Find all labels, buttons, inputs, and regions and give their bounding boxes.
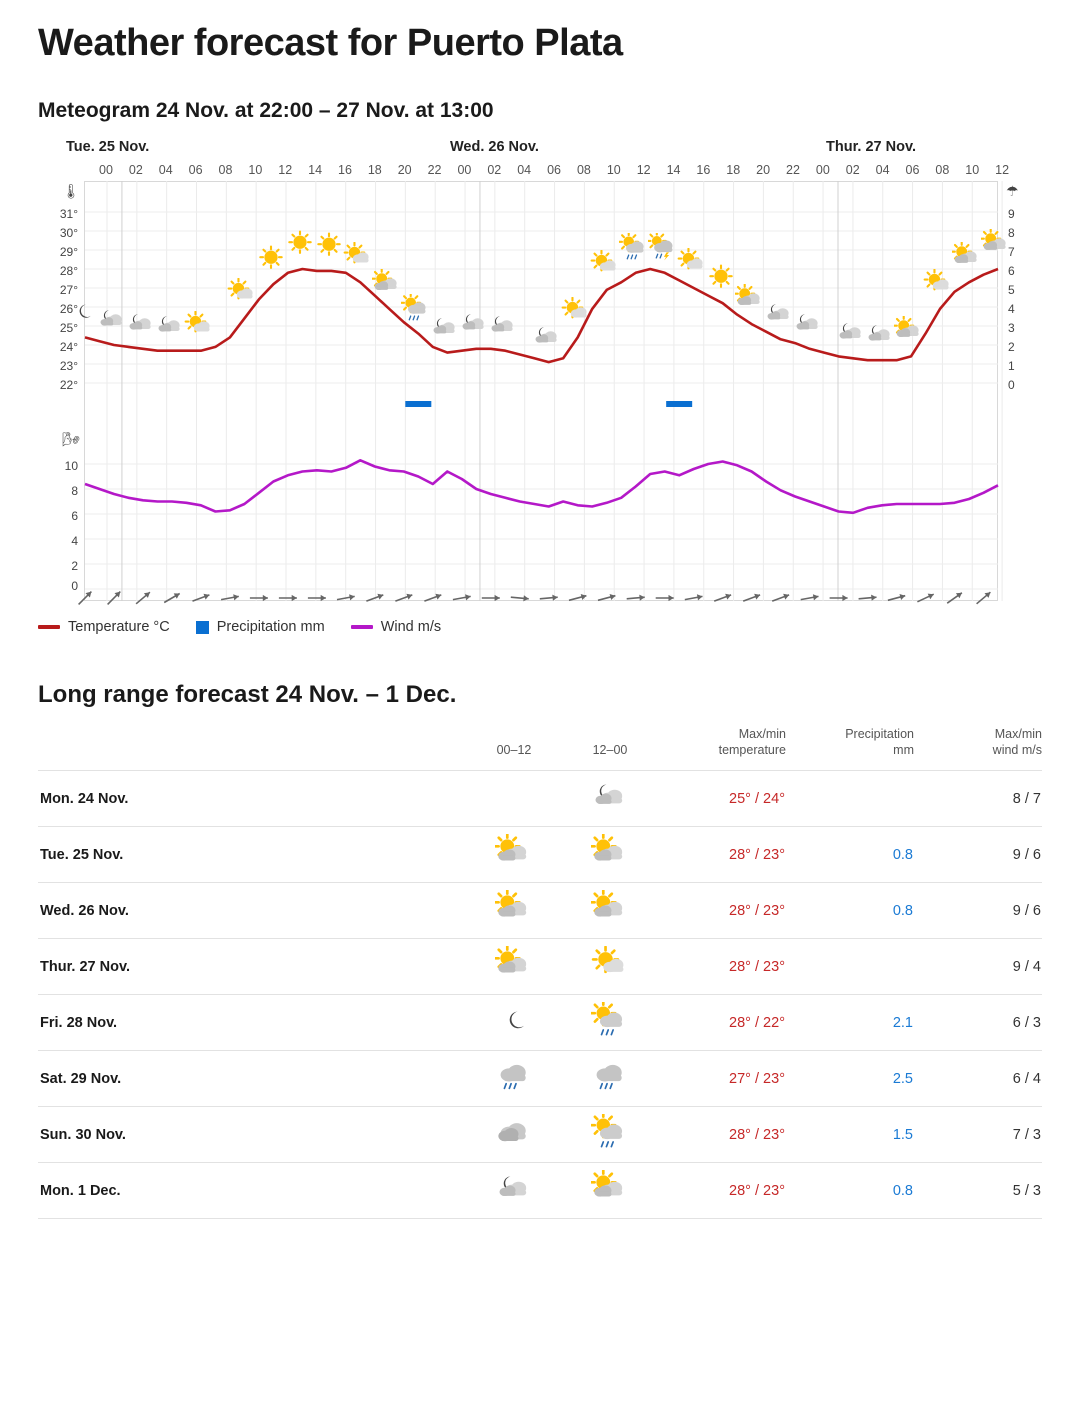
hour-label-21: 18 [726,163,741,177]
wind-arrow [424,594,441,601]
meteogram-weather-symbol [981,229,1011,255]
precip-tick-4: 5 [1008,283,1015,297]
page-title: Weather forecast for Puerto Plata [38,22,623,64]
meteogram-weather-symbol [561,297,591,323]
weather-symbol-clearsky_day [706,263,736,293]
row-precipitation: 2.5 [786,1051,914,1107]
wind-arrow [656,595,674,601]
precip-tick-3: 6 [1008,264,1015,278]
meteogram-weather-symbol [764,299,794,325]
weather-symbol-fair_day [343,242,373,272]
precipitation-bar [405,401,431,407]
wind-tick-4: 2 [71,559,78,573]
hour-label-1: 02 [128,163,143,177]
meteogram-day-labels [38,139,1042,161]
meteogram-weather-symbol [706,263,736,289]
row-wind: 5 / 3 [914,1163,1042,1219]
hour-label-16: 08 [576,163,591,177]
hour-label-2: 04 [158,163,173,177]
weather-symbol-partlycloudy_night [488,311,518,341]
temp-tick-1: 30° [59,226,78,240]
meteogram-weather-symbol [401,294,431,320]
row-symbol-pm [562,771,658,827]
weather-symbol-partlycloudy_day [495,890,533,928]
col-symbol-pm: 12–00 [592,742,628,757]
row-wind: 9 / 6 [914,827,1042,883]
weather-forecast-page [0,22,1080,1401]
legend-precipitation-label: Precipitation mm [216,619,325,635]
row-precipitation: 0.8 [786,1163,914,1219]
wind-arrow [685,594,703,600]
weather-symbol-rain_showers_day [591,1002,629,1040]
day-label-2: Thur. 27 Nov. [826,139,916,155]
weather-symbol-partlycloudy_night [591,778,629,816]
row-temperature: 28° / 23° [658,1107,786,1163]
meteogram-weather-symbol [343,242,373,268]
weather-symbol-fair_day [591,946,629,984]
row-wind: 9 / 6 [914,883,1042,939]
weather-symbol-partlycloudy_day [495,946,533,984]
weather-symbol-partlycloudy_night [793,309,823,339]
col-wind [914,723,1042,771]
weather-symbol-rain_showers_day [591,1114,629,1152]
row-symbol-pm [562,1107,658,1163]
weather-symbol-partlycloudy_night [865,320,895,350]
weather-symbol-rainshowers_day [619,233,649,263]
row-symbol-pm [562,827,658,883]
legend-precipitation-swatch [196,621,209,634]
temp-tick-0: 31° [59,207,78,221]
wind-arrow [830,595,848,601]
hour-label-23: 22 [786,163,800,177]
hour-label-5: 10 [248,163,263,177]
day-label-1: Wed. 26 Nov. [450,139,539,155]
hour-label-8: 16 [338,163,352,177]
row-day: Sun. 30 Nov. [38,1107,466,1163]
meteogram-weather-symbol [590,250,620,276]
meteogram-weather-symbol [735,284,765,310]
hour-label-22: 20 [756,163,771,177]
weather-symbol-fair_day [590,250,620,280]
hour-label-15: 06 [547,163,561,177]
row-precipitation [786,771,914,827]
col-temperature-line2: temperature [718,742,786,757]
weather-symbol-partlycloudy_day [591,1170,629,1208]
long-range-table [38,723,1042,1219]
weather-symbol-rain_cloud [591,1058,629,1096]
legend-item-wind [351,619,441,635]
weather-symbol-partlycloudy_day [735,284,765,314]
wind-arrow [772,594,789,601]
wind-arrow [598,594,615,600]
col-temperature [658,723,786,771]
row-wind: 9 / 4 [914,939,1042,995]
row-temperature: 28° / 23° [658,939,786,995]
temp-tick-2: 29° [59,245,78,259]
meteogram-weather-symbol [793,309,823,335]
hour-label-20: 16 [696,163,711,177]
umbrella-icon: ☂ [1006,183,1019,199]
temp-tick-5: 26° [59,302,78,316]
col-precipitation-line2: mm [893,742,914,757]
weather-symbol-partlycloudy_day [591,890,629,928]
row-day: Tue. 25 Nov. [38,827,466,883]
meteogram-title: Meteogram 24 Nov. at 22:00 – 27 Nov. at 13:00 [38,99,494,122]
precip-tick-0: 9 [1008,207,1015,221]
meteogram-weather-symbol [619,233,649,259]
precipitation-bar [666,401,692,407]
row-day: Wed. 26 Nov. [38,883,466,939]
table-header-row [38,723,1042,771]
weather-symbol-clearsky_night [68,297,98,327]
weather-symbol-rain_thunder_day [648,233,678,263]
wind-arrow [917,594,933,602]
wind-line [85,460,998,513]
meteogram-weather-symbol [227,278,257,304]
table-row [38,995,1042,1051]
row-symbol-am [466,883,562,939]
precip-tick-2: 7 [1008,245,1015,259]
hour-label-9: 18 [367,163,382,177]
legend-wind-label: Wind m/s [380,619,442,635]
wind-arrow [859,595,877,601]
meteogram-weather-symbol [314,231,344,257]
row-symbol-pm [562,939,658,995]
row-precipitation: 2.1 [786,995,914,1051]
col-wind-line1: Max/min [994,727,1042,741]
row-precipitation [786,939,914,995]
hour-label-18: 12 [636,163,651,177]
legend-item-precipitation [196,619,325,635]
meteogram-weather-symbol [488,311,518,337]
meteogram-weather-symbol [372,269,402,295]
hour-label-25: 02 [845,163,860,177]
meteogram-weather-symbol [836,318,866,344]
wind-arrow [221,594,239,600]
meteogram-weather-symbol [648,233,678,259]
weather-symbol-partlycloudy_night [836,318,866,348]
weather-symbol-fair_day [227,278,257,308]
weather-symbol-partlycloudy_day [894,316,924,346]
weather-symbol-fair_day [561,297,591,327]
row-precipitation: 1.5 [786,1107,914,1163]
meteogram-weather-symbol [126,309,156,335]
meteogram-weather-symbol [923,269,953,295]
row-day: Thur. 27 Nov. [38,939,466,995]
row-symbol-pm [562,1051,658,1107]
wind-arrow [569,594,586,600]
row-temperature: 28° / 23° [658,827,786,883]
hour-label-14: 04 [517,163,532,177]
meteogram-weather-symbol [952,242,982,268]
wind-tick-0: 10 [64,459,78,473]
wind-tick-5: 0 [71,579,78,593]
wind-arrow [279,595,297,601]
day-label-0: Tue. 25 Nov. [66,139,150,155]
col-day [38,723,466,771]
table-row [38,883,1042,939]
weather-symbol-fair_day [184,311,214,341]
weather-symbol-partlycloudy_day [372,269,402,299]
wind-arrow [308,595,326,601]
row-symbol-pm [562,883,658,939]
table-row [38,827,1042,883]
weather-symbol-clearsky_night [495,1002,533,1040]
temp-tick-6: 25° [59,321,78,335]
weather-symbol-fair_day [923,269,953,299]
hour-label-24: 00 [815,163,830,177]
weather-symbol-partlycloudy_night [495,1170,533,1208]
legend-wind-swatch [351,625,373,629]
row-temperature: 28° / 23° [658,883,786,939]
row-precipitation: 0.8 [786,827,914,883]
weather-symbol-rain_showers_day [401,294,431,324]
wind-arrow [250,595,268,601]
wind-arrow [888,594,905,600]
row-symbol-am [466,771,562,827]
col-symbol-am: 00–12 [496,742,532,757]
row-temperature: 27° / 23° [658,1051,786,1107]
meteogram-hour-labels [38,161,1042,181]
hour-label-6: 12 [278,163,293,177]
weather-symbol-clearsky_day [314,231,344,261]
weather-symbol-cloudy [495,1114,533,1152]
row-symbol-am [466,827,562,883]
table-row [38,771,1042,827]
weather-symbol-partlycloudy_night [155,311,185,341]
hour-label-3: 06 [188,163,203,177]
weather-symbol-fair_day [677,248,707,278]
row-symbol-am [466,1107,562,1163]
meteogram-weather-symbol [677,248,707,274]
row-temperature: 28° / 22° [658,995,786,1051]
precip-tick-1: 8 [1008,226,1015,240]
precip-tick-9: 0 [1008,378,1015,392]
legend-temperature-label: Temperature °C [68,619,170,635]
temp-tick-9: 22° [59,378,78,392]
weather-symbol-partlycloudy_night [459,309,489,339]
temp-tick-4: 27° [59,283,78,297]
meteogram [38,139,1042,639]
weather-symbol-partlycloudy_night [126,309,156,339]
col-temperature-line1: Max/min [738,727,786,741]
hour-label-0: 00 [99,163,113,177]
wind-arrow [482,595,500,601]
meteogram-weather-symbol [430,313,460,339]
temp-tick-3: 28° [59,264,78,278]
row-symbol-am [466,939,562,995]
wind-arrow [193,594,210,601]
wind-arrow [366,594,383,601]
row-day: Sat. 29 Nov. [38,1051,466,1107]
row-symbol-am [466,1163,562,1219]
wind-icon: 🌬 [62,431,80,447]
row-symbol-pm [562,1163,658,1219]
precip-tick-5: 4 [1008,302,1015,316]
row-precipitation: 0.8 [786,883,914,939]
weather-symbol-partlycloudy_night [97,305,127,335]
weather-symbol-strip [84,181,998,311]
meteogram-weather-symbol [894,316,924,342]
hour-label-17: 10 [606,163,621,177]
meteogram-weather-symbol [184,311,214,337]
row-symbol-pm [562,995,658,1051]
wind-arrow [714,594,731,601]
meteogram-weather-symbol [256,244,286,270]
temp-tick-8: 23° [59,359,78,373]
table-row [38,1107,1042,1163]
meteogram-plot [38,181,1042,611]
weather-symbol-partlycloudy_day [952,242,982,272]
hour-label-13: 02 [487,163,502,177]
wind-arrow [453,594,471,600]
precip-tick-8: 1 [1008,359,1015,373]
precip-tick-6: 3 [1008,321,1015,335]
precip-tick-7: 2 [1008,340,1015,354]
weather-symbol-partlycloudy_night [532,322,562,352]
weather-symbol-partlycloudy_night [764,299,794,329]
legend-item-temperature [38,619,170,635]
row-wind: 6 / 4 [914,1051,1042,1107]
thermometer-icon: 🌡 [62,183,80,199]
meteogram-weather-symbol [865,320,895,346]
hour-label-26: 04 [875,163,890,177]
table-row [38,1163,1042,1219]
wind-tick-3: 4 [71,534,78,548]
col-precipitation [786,723,914,771]
row-symbol-am [466,995,562,1051]
weather-symbol-partlycloudy_day [591,834,629,872]
weather-symbol-partlycloudy_day [495,834,533,872]
hour-label-4: 08 [218,163,233,177]
hour-label-7: 14 [308,163,323,177]
meteogram-weather-symbol [459,309,489,335]
wind-tick-2: 6 [71,509,78,523]
weather-symbol-clearsky_day [256,244,286,274]
meteogram-weather-symbol [532,322,562,348]
weather-symbol-rain_cloud [495,1058,533,1096]
hour-label-19: 14 [666,163,681,177]
hour-label-28: 08 [935,163,950,177]
weather-symbol-partlycloudy_night [430,313,460,343]
col-wind-line2: wind m/s [992,742,1042,757]
wind-arrow [108,592,121,605]
meteogram-weather-symbol [155,311,185,337]
row-day: Fri. 28 Nov. [38,995,466,1051]
wind-arrow [801,594,819,600]
table-row [38,939,1042,995]
hour-label-12: 00 [457,163,472,177]
meteogram-weather-symbol [68,297,98,323]
wind-arrow [136,592,150,604]
wind-arrow [977,592,991,604]
hour-label-10: 20 [397,163,412,177]
hour-label-30: 12 [995,163,1010,177]
row-day: Mon. 1 Dec. [38,1163,466,1219]
hour-label-11: 22 [427,163,442,177]
wind-arrow [743,594,760,601]
wind-arrow [79,592,92,605]
row-symbol-am [466,1051,562,1107]
hour-label-29: 10 [965,163,980,177]
weather-symbol-clearsky_day [285,229,315,259]
legend-temperature-swatch [38,625,60,629]
temp-tick-7: 24° [59,340,78,354]
hour-label-27: 06 [905,163,920,177]
wind-arrow [947,593,962,603]
table-row [38,1051,1042,1107]
wind-arrow [511,595,529,601]
row-day: Mon. 24 Nov. [38,771,466,827]
col-precipitation-line1: Precipitation [845,727,914,741]
meteogram-legend [38,619,1042,635]
weather-symbol-partlycloudy_day [981,229,1011,259]
row-wind: 7 / 3 [914,1107,1042,1163]
long-range-title: Long range forecast 24 Nov. – 1 Dec. [38,681,457,708]
row-wind: 6 / 3 [914,995,1042,1051]
row-temperature: 25° / 24° [658,771,786,827]
meteogram-weather-symbol [97,305,127,331]
wind-arrow [395,594,412,601]
wind-arrow [627,595,645,601]
wind-tick-1: 8 [71,484,78,498]
row-wind: 8 / 7 [914,771,1042,827]
row-temperature: 28° / 23° [658,1163,786,1219]
meteogram-weather-symbol [285,229,315,255]
